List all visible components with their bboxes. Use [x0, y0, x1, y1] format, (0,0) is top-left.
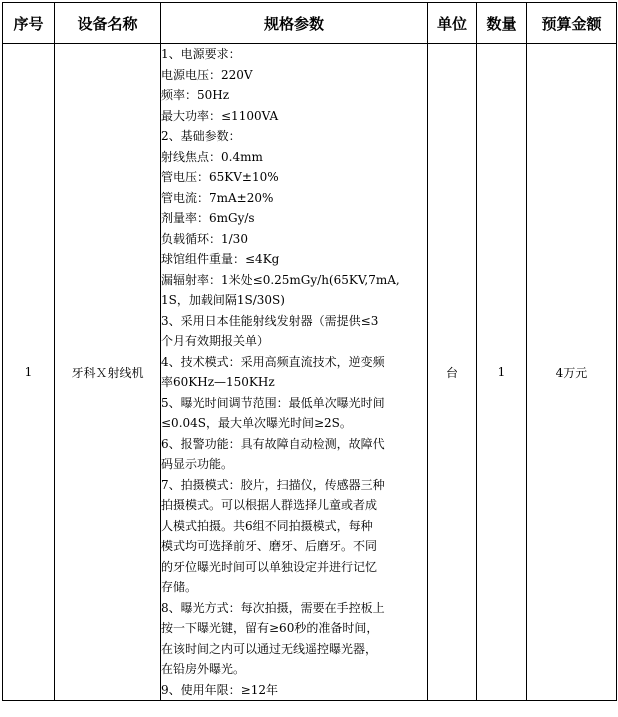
spec-line: 8、曝光方式：每次拍摄，需要在手控板上: [161, 600, 385, 615]
header-row: [3, 3, 617, 44]
spec-line: 漏辐射率：1米处≤0.25mGy/h(65KV,7mA,: [161, 272, 400, 287]
spec-line: 人模式拍摄。共6组不同拍摄模式，每种: [161, 518, 373, 533]
spec-line: 管电压：65KV±10%: [161, 170, 279, 184]
spec-line: ≤0.04S，最大单次曝光时间≥2S。: [161, 416, 352, 430]
spec-line: 球馆组件重量：≤4Kg: [161, 252, 280, 266]
row-qty: 1: [477, 44, 527, 701]
spec-line: 管电流：7mA±20%: [161, 190, 274, 205]
row-equipment-name: 牙科Ｘ射线机: [55, 44, 161, 701]
spec-line: 4、技术模式：采用高频直流技术，逆变频: [161, 354, 385, 369]
equipment-spec-table: [2, 2, 617, 701]
row-budget: 4万元: [527, 44, 617, 701]
spec-line: 模式均可选择前牙、磨牙、后磨牙。不同: [161, 539, 378, 553]
spec-line: 5、曝光时间调节范围：最低单次曝光时间: [161, 395, 385, 410]
spec-line: 存储。: [161, 580, 198, 594]
spec-line: 按一下曝光键，留有≥60秒的准备时间，: [161, 621, 379, 635]
spec-line: 2、基础参数：: [161, 129, 241, 143]
spec-line: 在铅房外曝光。: [161, 662, 246, 676]
spec-line: 的牙位曝光时间可以单独设定并进行记忆: [161, 559, 378, 574]
spec-line: 6、报警功能：具有故障自动检测，故障代: [161, 436, 385, 451]
spec-line: 电源电压：220V: [161, 67, 253, 82]
row-spec-cell: [161, 44, 428, 701]
header-unit: 单位: [428, 3, 477, 44]
header-budget: 预算金额: [527, 3, 617, 44]
row-unit: 台: [428, 44, 477, 701]
spec-line: 拍摄模式。可以根据人群选择儿童或者成: [161, 498, 378, 512]
spec-line: 最大功率：≤1100VA: [161, 108, 279, 123]
table-row: [3, 44, 617, 701]
header-qty: 数量: [477, 3, 527, 44]
spec-line: 剂量率：6mGy/s: [161, 211, 255, 225]
header-spec: 规格参数: [161, 3, 428, 44]
spec-line: 个月有效期报关单）: [161, 334, 270, 348]
spec-line: 负载循环：1/30: [161, 231, 248, 246]
spec-line: 1、电源要求：: [161, 47, 241, 61]
spec-lines: [161, 44, 427, 700]
spec-line: 9、使用年限：≥12年: [161, 682, 278, 697]
header-index: 序号: [3, 3, 55, 44]
row-index: 1: [3, 44, 55, 701]
spec-line: 频率：50Hz: [161, 88, 230, 102]
header-name: 设备名称: [55, 3, 161, 44]
spec-line: 码显示功能。: [161, 457, 234, 471]
spec-line: 3、采用日本佳能射线发射器（需提供≤3: [161, 313, 379, 328]
spec-line: 射线焦点：0.4mm: [161, 149, 263, 164]
spec-line: 1S，加载间隔1S/30S): [161, 293, 285, 307]
spec-line: 在该时间之内可以通过无线遥控曝光器，: [161, 641, 378, 656]
spec-line: 率60KHz—150KHz: [161, 375, 275, 389]
spec-line: 7、拍摄模式：胶片，扫描仪，传感器三种: [161, 477, 385, 492]
